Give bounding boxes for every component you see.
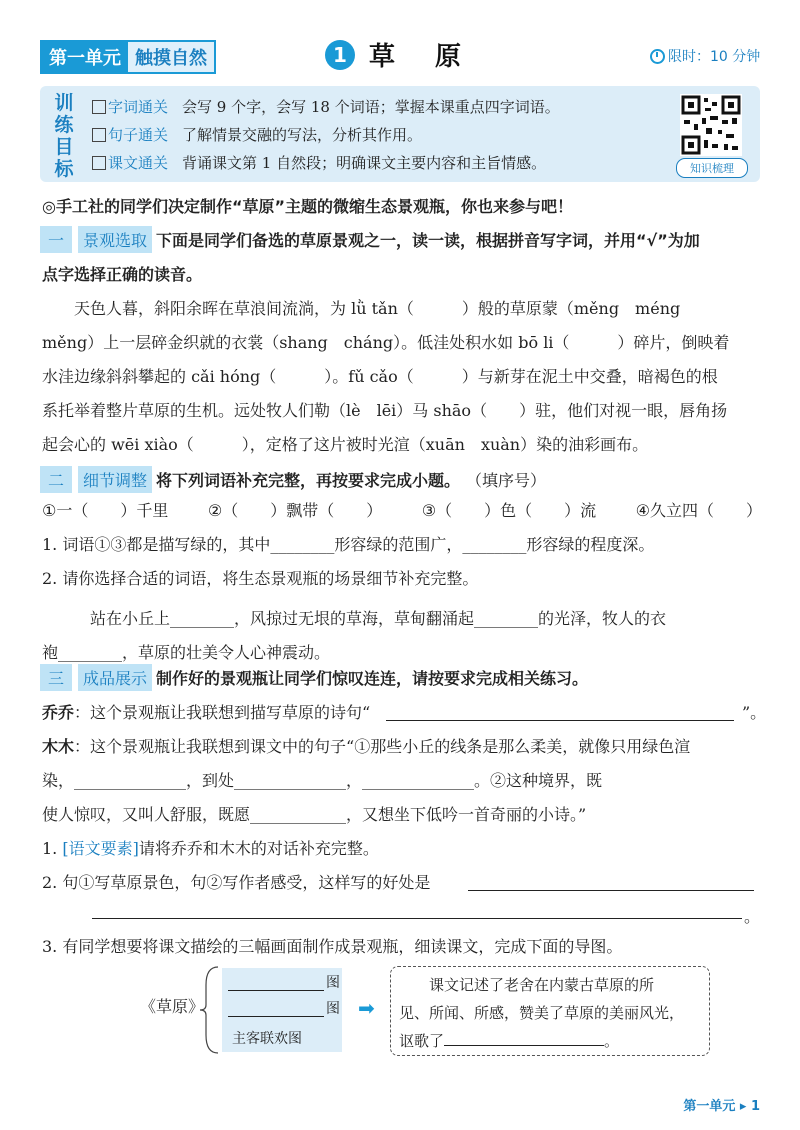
word-item: ③（ ）色（ ）流: [421, 501, 597, 520]
answer-line[interactable]: [228, 1016, 324, 1017]
question-2: 2. 请你选择合适的词语，将生态景观瓶的场景细节补充完整。: [42, 569, 479, 588]
lesson-number: 1: [325, 40, 355, 70]
intro-line: ◎手工社的同学们决定制作“草原”主题的微缩生态景观瓶，你也来参与吧！: [42, 197, 573, 216]
goal-tag: 课文通关: [108, 154, 169, 172]
question-text: 请将乔乔和木木的对话补充完整。: [138, 839, 379, 858]
summary-box: 课文记述了老舍在内蒙古草原的所 见、所闻、所感，赞美了草原的美丽风光， 讴歌了 。: [390, 966, 710, 1056]
goals-side-char: 训: [54, 92, 74, 114]
time-limit-text: 限时：10 分钟: [668, 49, 761, 65]
map-item: 图: [326, 1001, 340, 1017]
passage-line: 水洼边缘斜斜攀起的 cǎi hóng（ ）。fǔ cǎo（ ）与新芽在泥土中交叠，暗褐色的根: [42, 367, 718, 386]
summary-line: 见、所闻、所感，赞美了草原的美丽风光，: [399, 1004, 685, 1022]
skill-tag: [语文要素]: [62, 839, 139, 858]
answer-line[interactable]: [444, 1045, 604, 1046]
unit-label: 第一单元: [49, 48, 121, 69]
answer-line[interactable]: [468, 890, 754, 891]
map-item: 图: [326, 975, 340, 991]
qr-label: 知识梳理: [676, 158, 748, 178]
summary-line: 课文记述了老舍在内蒙古草原的所: [429, 976, 655, 994]
page-footer: 第一单元 ▸ 1: [683, 1099, 760, 1114]
passage-line: 起会心的 wēi xiào（ ），定格了这片被时光渲（xuān xuàn）染的油彩画布。: [42, 435, 649, 454]
fill-line: 袍________，草原的壮美令人心神震动。: [42, 643, 331, 662]
goals-side-char: 标: [54, 158, 74, 180]
goal-item: [92, 152, 546, 173]
section-1-heading: [40, 226, 700, 253]
section-number: 二: [40, 466, 72, 493]
goal-checkbox[interactable]: [92, 128, 106, 142]
clock-icon: [650, 49, 665, 64]
word-list: [42, 494, 762, 528]
goal-checkbox[interactable]: [92, 100, 106, 114]
dialogue-qiao: [42, 696, 767, 730]
map-brace: [200, 965, 220, 1055]
word-item: ④久立四（ ）: [635, 501, 762, 520]
passage-line: 系托举着整片草原的生机。远处牧人们勒（lè lēi）马 shāo（ ）驻，他们对视一眼，唇角扬: [42, 401, 728, 420]
section-tag: 细节调整: [78, 466, 152, 493]
section-prompt-cont: 点字选择正确的读音。: [42, 265, 203, 284]
answer-line[interactable]: [386, 720, 734, 721]
unit-badge: [40, 40, 216, 74]
word-item: ②（ ）飘带（ ）: [207, 501, 383, 520]
answer-line[interactable]: [228, 990, 324, 991]
goal-tag: 字词通关: [108, 98, 169, 116]
dialogue-text: 染，______________，到处______________，______________。②这种境界，既: [42, 771, 603, 790]
goal-text: 了解情景交融的写法，分析其作用。: [182, 126, 423, 144]
goal-item: [92, 96, 560, 117]
s3-question-3: 3. 有同学想要将课文描绘的三幅画面制作成景观瓶，细读课文，完成下面的导图。: [42, 937, 623, 956]
speaker-name: 木木: [42, 737, 75, 756]
goal-item: [92, 124, 422, 145]
word-item: ①一（ ）千里: [42, 501, 169, 520]
section-prompt: 制作好的景观瓶让同学们惊叹连连，请按要求完成相关练习。: [156, 669, 589, 688]
dialogue-text: 使人惊叹，又叫人舒服，既愿____________，又想坐下低吟一首奇丽的小诗。”: [42, 805, 587, 824]
lesson-heading: [325, 36, 501, 73]
section-note: （填序号）: [466, 471, 547, 490]
goal-checkbox[interactable]: [92, 156, 106, 170]
speaker-name: 乔乔: [42, 703, 75, 722]
goals-side-label: [50, 92, 78, 180]
arrow-right-icon: ➡: [358, 996, 375, 1020]
s3-question-2: 2. 句①写草原景色，句②写作者感受，这样写的好处是: [42, 873, 431, 892]
passage-line: měng）上一层碎金织就的衣裳（shang cháng）。低洼处积水如 bō li（ ）碎片，倒映着: [42, 333, 730, 352]
section-2-questions: [42, 528, 762, 670]
s3-question-1: 1. [语文要素]请将乔乔和木木的对话补充完整。: [42, 839, 379, 858]
goals-side-char: 目: [54, 136, 74, 158]
section-prompt: 下面是同学们备选的草原景观之一，读一读，根据拼音写字词，并用“√”为加: [156, 231, 700, 250]
section-number: 三: [40, 664, 72, 691]
dialogue-end: ”。: [742, 703, 767, 722]
goal-text: 会写 9 个字，会写 18 个词语；掌握本课重点四字词语。: [182, 98, 560, 116]
question-1: 1. 词语①③都是描写绿的，其中________形容绿的范围广，________形容绿的程度深。: [42, 535, 655, 554]
section-2-heading: [40, 466, 546, 493]
summary-line: 讴歌了: [399, 1032, 445, 1050]
goal-text: 背诵课文第 1 自然段；明确课文主要内容和主旨情感。: [182, 154, 547, 172]
answer-line[interactable]: [92, 918, 742, 919]
passage: [42, 292, 762, 462]
section-3-heading: [40, 664, 588, 691]
passage-line: 天色人暮，斜阳余晖在草浪间流淌，为 lǜ tǎn（ ）般的草原蒙（měng méng: [74, 299, 681, 318]
map-root: 《草原》: [140, 997, 205, 1016]
period: 。: [744, 907, 761, 926]
section-tag: 景观选取: [78, 226, 152, 253]
qr-code-icon[interactable]: [680, 94, 742, 156]
section-prompt: 将下列词语补充完整，再按要求完成小题。: [156, 471, 461, 490]
section-number: 一: [40, 226, 72, 253]
time-limit: [650, 46, 760, 66]
section-tag: 成品展示: [78, 664, 152, 691]
lesson-title: 草原: [369, 42, 502, 72]
map-item: 主客联欢图: [232, 1031, 302, 1047]
goals-side-char: 练: [54, 114, 74, 136]
dialogue-text: ：这个景观瓶让我联想到课文中的句子“①那些小丘的线条是那么柔美，就像只用绿色渲: [74, 737, 691, 756]
goal-tag: 句子通关: [108, 126, 169, 144]
dialogue-mu: [42, 730, 762, 832]
theme-label: 触摸自然: [128, 42, 214, 72]
fill-line: 站在小丘上________，风掠过无垠的草海，草甸翻涌起________的光泽，牧人的衣: [90, 609, 667, 628]
dialogue-text: ：这个景观瓶让我联想到描写草原的诗句“: [74, 703, 371, 722]
